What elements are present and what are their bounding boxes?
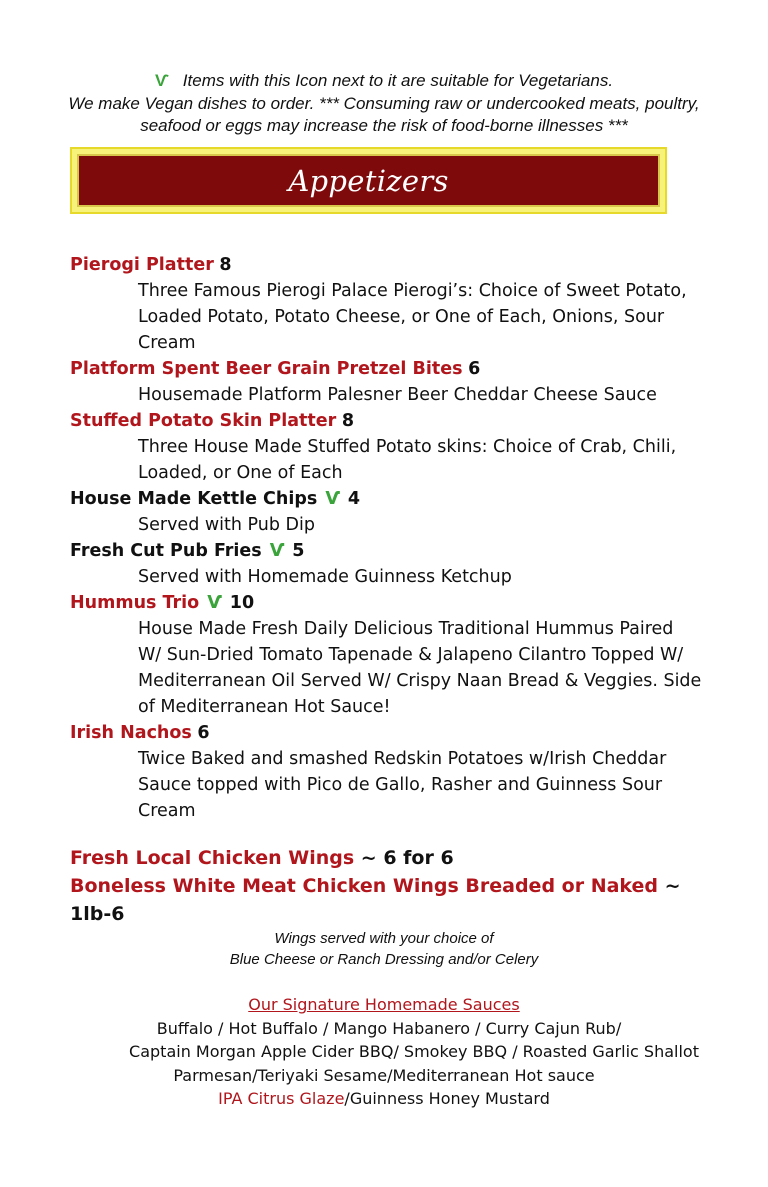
menu-item [70,538,710,590]
menu-item-name: Platform Spent Beer Grain Pretzel Bites [70,359,463,379]
sauce-line-rest: /Guinness Honey Mustard [344,1089,550,1108]
menu-item-description: Three House Made Stuffed Potato skins: Choice of Crab, Chili, [138,437,677,457]
wings-note [0,928,768,970]
menu-item-price: 5 [292,541,305,561]
sauce-line: Parmesan/Teriyaki Sesame/Mediterranean Hot sauce [173,1065,595,1085]
menu-item-header [70,720,710,746]
menu-item-description: Served with Homemade Guinness Ketchup [138,567,512,587]
menu-item-description: Loaded Potato, Potato Cheese, or One of Each, Onions, Sour [138,307,665,327]
menu-item-description: of Mediterranean Hot Sauce! [138,697,391,717]
menu-item [70,252,710,356]
wings-item [70,872,710,928]
menu-item-price: 4 [347,489,361,509]
menu-item-price: 6 [468,359,481,379]
notice-line-1: Ѵ Items with this Icon next to it are suitable for Vegetarians. [154,71,614,90]
section-banner [70,147,667,214]
menu-item-description: W/ Sun-Dried Tomato Tapenade & Jalapeno Cilantro Topped W/ [138,645,684,665]
menu-item-description: Cream [138,801,196,821]
sauce-line: Buffalo / Hot Buffalo / Mango Habanero / Curry Cajun Rub/ [156,1018,622,1038]
menu-items [70,252,710,824]
menu-item [70,720,710,824]
sauce-line: Captain Morgan Apple Cider BBQ/ Smokey BBQ / Roasted Garlic Shallot [129,1042,699,1061]
menu-item [70,486,710,538]
wings-item-price: ~ 6 for 6 [360,847,454,869]
vegetarian-notice [0,70,768,138]
menu-item-header [70,408,710,434]
menu-item-header [70,538,710,564]
menu-item-price: 8 [219,255,232,275]
notice-line-3: seafood or eggs may increase the risk of food-borne illnesses *** [140,116,628,135]
sauce-line [0,1087,768,1111]
menu-item-description: Loaded, or One of Each [138,463,343,483]
wings-list [70,844,710,928]
menu-item-name: Stuffed Potato Skin Platter [70,411,337,431]
menu-item-name: Pierogi Platter [70,255,214,275]
menu-item-description: Mediterranean Oil Served W/ Crispy Naan Bread & Veggies. Side [138,671,702,691]
vegetarian-leaf-icon: Ѵ [319,489,341,509]
ipa-citrus-glaze: IPA Citrus Glaze [218,1089,345,1108]
menu-item [70,356,710,408]
wings-item-price: ~ 1lb-6 [70,875,681,925]
section-banner-inner [77,154,660,207]
section-title: Appetizers [288,163,449,198]
menu-item-description: Three Famous Pierogi Palace Pierogi’s: Choice of Sweet Potato, [138,281,687,301]
vegetarian-leaf-icon: Ѵ [201,593,223,613]
wings-item-name: Fresh Local Chicken Wings [70,847,355,869]
menu-item-price: 6 [197,723,210,743]
sauces-title: Our Signature Homemade Sauces [248,995,520,1014]
menu-item-name: Hummus Trio [70,593,200,613]
wings-note-line: Blue Cheese or Ranch Dressing and/or Celery [229,951,539,968]
menu-item-description: Served with Pub Dip [138,515,316,535]
menu-item-price: 8 [341,411,355,431]
menu-item-description: Twice Baked and smashed Redskin Potatoes w/Irish Cheddar [138,749,667,769]
menu-item-description: Sauce topped with Pico de Gallo, Rasher and Guinness Sour [138,775,663,795]
menu-item-description: Cream [138,333,196,353]
menu-item-name: Fresh Cut Pub Fries [70,541,262,561]
menu-item-name: House Made Kettle Chips [70,489,318,509]
wings-note-line: Wings served with your choice of [274,930,494,947]
menu-item [70,590,710,720]
menu-item [70,408,710,486]
wings-item-name: Boneless White Meat Chicken Wings Breaded or Naked [70,875,659,897]
menu-item-header [70,252,710,278]
menu-item-header [70,590,710,616]
vegetarian-leaf-icon: Ѵ [263,541,285,561]
menu-item-description: Housemade Platform Palesner Beer Cheddar Cheese Sauce [138,385,657,405]
menu-item-name: Irish Nachos [70,723,192,743]
menu-item-description: House Made Fresh Daily Delicious Traditional Hummus Paired [138,619,674,639]
menu-item-header [70,356,710,382]
vegetarian-leaf-icon: Ѵ [154,71,169,90]
notice-line-2: We make Vegan dishes to order. *** Consuming raw or undercooked meats, poultry, [68,93,700,113]
sauces-section [0,993,768,1111]
appetizer-menu [70,252,710,928]
menu-item-header [70,486,710,512]
menu-item-price: 10 [229,593,255,613]
wings-item [70,844,710,872]
